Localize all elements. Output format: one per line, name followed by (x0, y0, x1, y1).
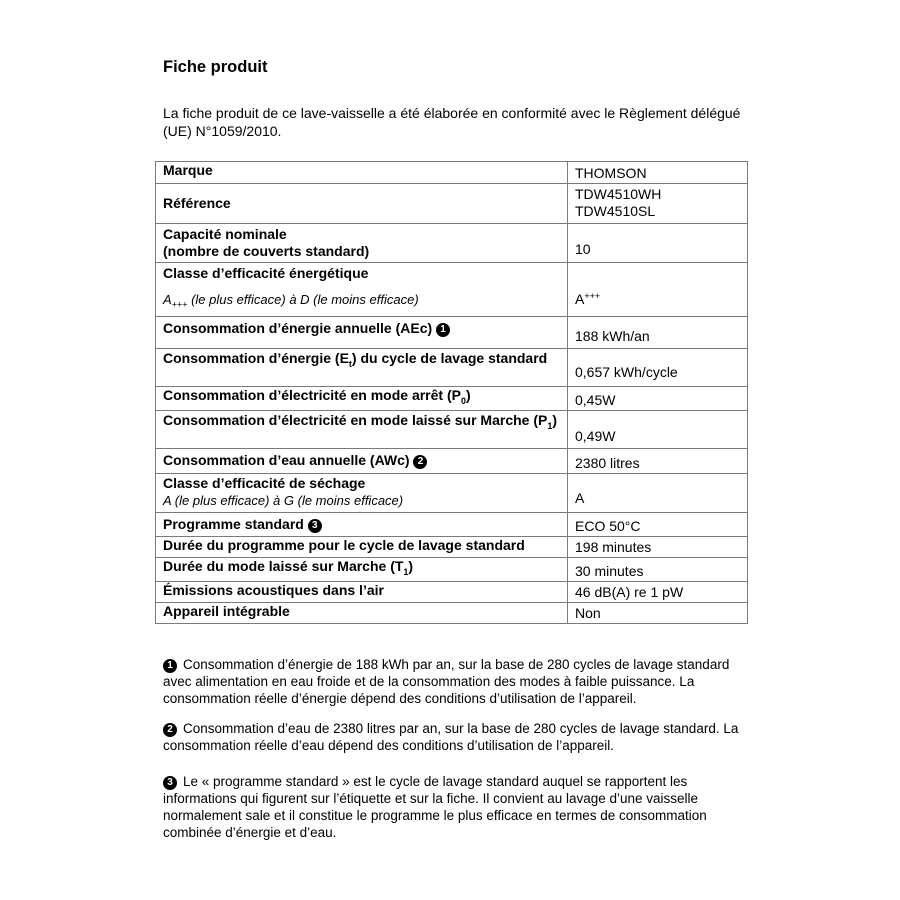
table-row (156, 473, 748, 512)
off-mode-label-a: Consommation d’électricité en mode arrêt (P (163, 387, 461, 403)
table-row (156, 263, 748, 317)
scale-rest: (le plus efficace) à D (le moins efficace) (187, 292, 419, 307)
page-title: Fiche produit (163, 58, 268, 76)
table-row (156, 410, 748, 448)
row-value: 2380 litres (568, 448, 748, 473)
table-row (156, 602, 748, 623)
note-2-marker-icon: 2 (413, 455, 427, 469)
product-spec-table (155, 161, 748, 624)
note-3-marker-icon: 3 (308, 519, 322, 533)
table-row (156, 317, 748, 349)
row-label (156, 512, 568, 536)
row-value: 188 kWh/an (568, 317, 748, 349)
cycle-energy-label-a: Consommation d’énergie (E (163, 350, 349, 366)
note-1-icon: 1 (163, 659, 177, 673)
row-label (156, 410, 568, 448)
table-row (156, 387, 748, 411)
capacity-label-1: Capacité nominale (163, 226, 287, 242)
table-row (156, 162, 748, 184)
table-row (156, 184, 748, 224)
row-value: 0,657 kWh/cycle (568, 349, 748, 387)
row-value: ECO 50°C (568, 512, 748, 536)
row-value: 198 minutes (568, 536, 748, 557)
row-label: Appareil intégrable (156, 602, 568, 623)
row-value: 46 dB(A) re 1 pW (568, 581, 748, 602)
cycle-energy-sub: t (348, 358, 352, 369)
energy-class-value: A (575, 291, 585, 307)
standard-programme-label: Programme standard (163, 515, 304, 532)
annual-water-label: Consommation d’eau annuelle (AWc) (163, 451, 410, 468)
row-label (156, 224, 568, 263)
row-value: A (568, 473, 748, 512)
row-label (156, 387, 568, 411)
note-2-icon: 2 (163, 723, 177, 737)
footnote-1 (163, 656, 753, 707)
left-on-sub: 1 (547, 420, 553, 431)
note-1-marker-icon: 1 (436, 323, 450, 337)
row-value (568, 184, 748, 224)
row-value (568, 263, 748, 317)
row-label (156, 557, 568, 581)
table-row (156, 557, 748, 581)
cycle-energy-label-b: ) du cycle de lavage standard (351, 350, 548, 366)
row-value: THOMSON (568, 162, 748, 184)
row-value: Non (568, 602, 748, 623)
footnote-2-text: Consommation d’eau de 2380 litres par an, sur la base de 280 cycles de lavage standard. La consommation réelle d’eau dépend des conditions d’utilisation de l’appareil. (163, 721, 739, 753)
row-label (156, 473, 568, 512)
energy-class-scale (163, 291, 560, 314)
footnote-3-text: Le « programme standard » est le cycle de lavage standard auquel se rapportent les informations qui figurent sur l’étiquette et sur la fiche. Il convient au lavage d’une vaisselle normalement sale et il constitue le programme le plus efficace en termes de consommation combinée d’énergie et d’eau. (163, 774, 707, 840)
annual-energy-label: Consommation d’énergie annuelle (AEc) (163, 320, 433, 336)
capacity-label-2: (nombre de couverts standard) (163, 243, 370, 259)
row-value: 0,45W (568, 387, 748, 411)
table-row (156, 448, 748, 473)
row-label (156, 349, 568, 387)
row-label (156, 263, 568, 317)
scale-plus: +++ (171, 299, 188, 310)
drying-class-scale: A (le plus efficace) à G (le moins efficace) (163, 492, 404, 508)
left-on-label-a: Consommation d’électricité en mode laissé sur Marche (P (163, 411, 548, 428)
left-on-duration-label-a: Durée du mode laissé sur Marche (T (163, 557, 404, 574)
row-label: Référence (156, 184, 568, 224)
scale-a: A (163, 292, 172, 307)
left-on-duration-label-b: ) (408, 557, 414, 574)
row-value: 30 minutes (568, 557, 748, 581)
table-row (156, 512, 748, 536)
left-on-duration-sub: 1 (403, 566, 409, 577)
drying-class-label: Classe d’efficacité de séchage (163, 474, 366, 491)
row-label: Marque (156, 162, 568, 184)
left-on-label-b: ) (552, 411, 558, 428)
off-mode-label-b: ) (465, 387, 471, 403)
table-row (156, 581, 748, 602)
footnote-3 (163, 773, 753, 841)
off-mode-sub: 0 (460, 395, 466, 406)
intro-text: La fiche produit de ce lave-vaisselle a été élaborée en conformité avec le Règlement délégué (UE) N°1059/2010. (163, 105, 741, 139)
row-value: 0,49W (568, 410, 748, 448)
row-label (156, 448, 568, 473)
footnote-1-text: Consommation d’énergie de 188 kWh par an, sur la base de 280 cycles de lavage standard avec alimentation en eau froide et de la consommation des modes à faible puissance. La consommation réelle d’énergie dépend des conditions d’utilisation de l’appareil. (163, 657, 730, 706)
reference-value-1: TDW4510WH (575, 186, 662, 202)
energy-class-sup: +++ (584, 291, 601, 301)
row-value: 10 (568, 224, 748, 263)
energy-class-label: Classe d’efficacité énergétique (163, 265, 369, 281)
table-row (156, 349, 748, 387)
reference-value-2: TDW4510SL (575, 203, 656, 219)
footnote-2 (163, 720, 753, 754)
row-label: Émissions acoustiques dans l’air (156, 581, 568, 602)
table-row (156, 536, 748, 557)
row-label (156, 317, 568, 349)
table-row (156, 224, 748, 263)
row-label: Durée du programme pour le cycle de lavage standard (156, 536, 568, 557)
note-3-icon: 3 (163, 776, 177, 790)
